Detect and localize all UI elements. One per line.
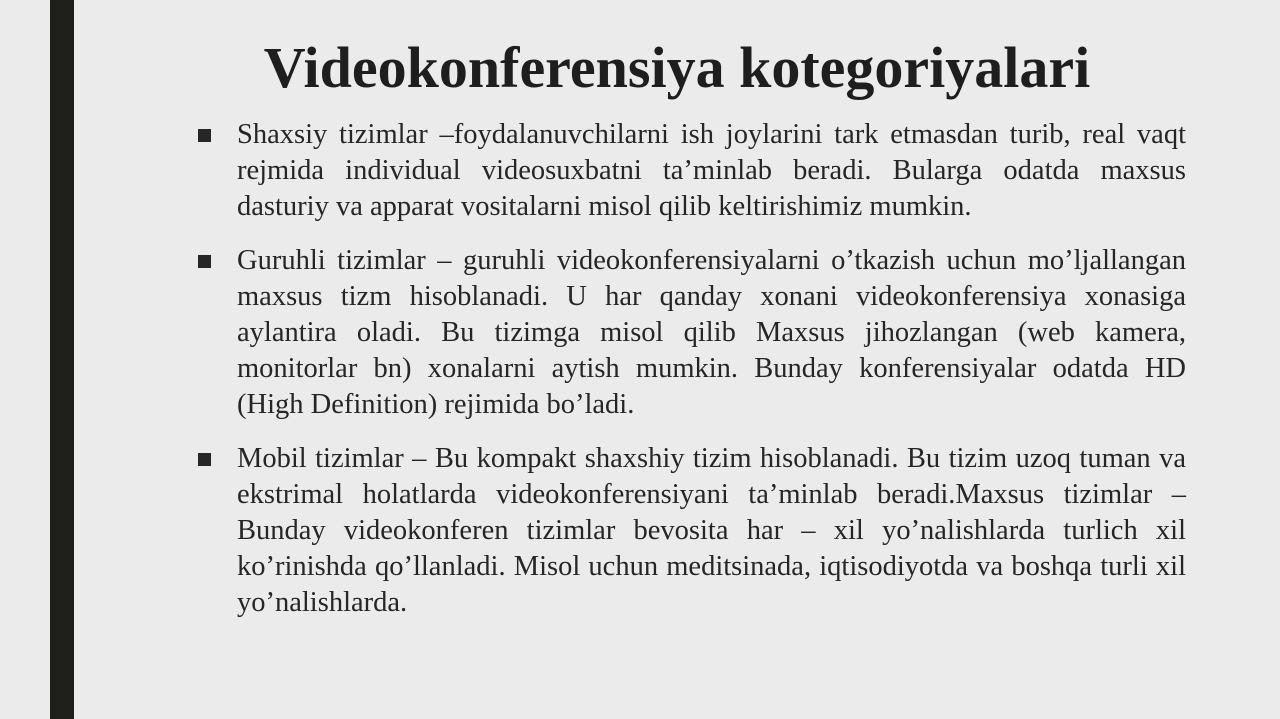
square-bullet-icon <box>198 255 211 268</box>
bullet-item-personal-systems <box>196 117 1186 225</box>
bullet-text: Mobil tizimlar – Bu kompakt shaxshiy tizim hisoblanadi. Bu tizim uzoq tuman va ekstrimal holatlarda videokonferensiyani ta’minlab beradi.Maxsus tizimlar – Bunday videokonferen tizimlar bevosita har – xil yo’nalishlarda turlich xil ko’rinishda qo’llanladi. Misol uchun meditsinada, iqtisodiyotda va boshqa turli xil yo’nalishlarda. <box>237 443 1186 618</box>
square-bullet-icon <box>198 129 211 142</box>
bullet-list <box>196 117 1186 639</box>
left-accent-bar <box>50 0 74 719</box>
bullet-text: Shaxsiy tizimlar –foydalanuvchilarni ish joylarini tark etmasdan turib, real vaqt rejmida individual videosuxbatni ta’minlab beradi. Bularga odatda maxsus dasturiy va apparat vositalarni misol qilib keltirishimiz mumkin. <box>237 119 1186 222</box>
bullet-item-mobile-systems <box>196 441 1186 621</box>
bullet-text: Guruhli tizimlar – guruhli videokonferensiyalarni o’tkazish uchun mo’ljallangan maxsus tizm hisoblanadi. U har qanday xonani videokonferensiya xonasiga aylantira oladi. Bu tizimga misol qilib Maxsus jihozlangan (web kamera, monitorlar bn) xonalarni aytish mumkin. Bunday konferensiyalar odatda HD (High Definition) rejimida bo’ladi. <box>237 245 1186 420</box>
bullet-item-group-systems <box>196 243 1186 423</box>
square-bullet-icon <box>198 453 211 466</box>
slide-title: Videokonferensiya kotegoriyalari <box>263 35 1091 100</box>
